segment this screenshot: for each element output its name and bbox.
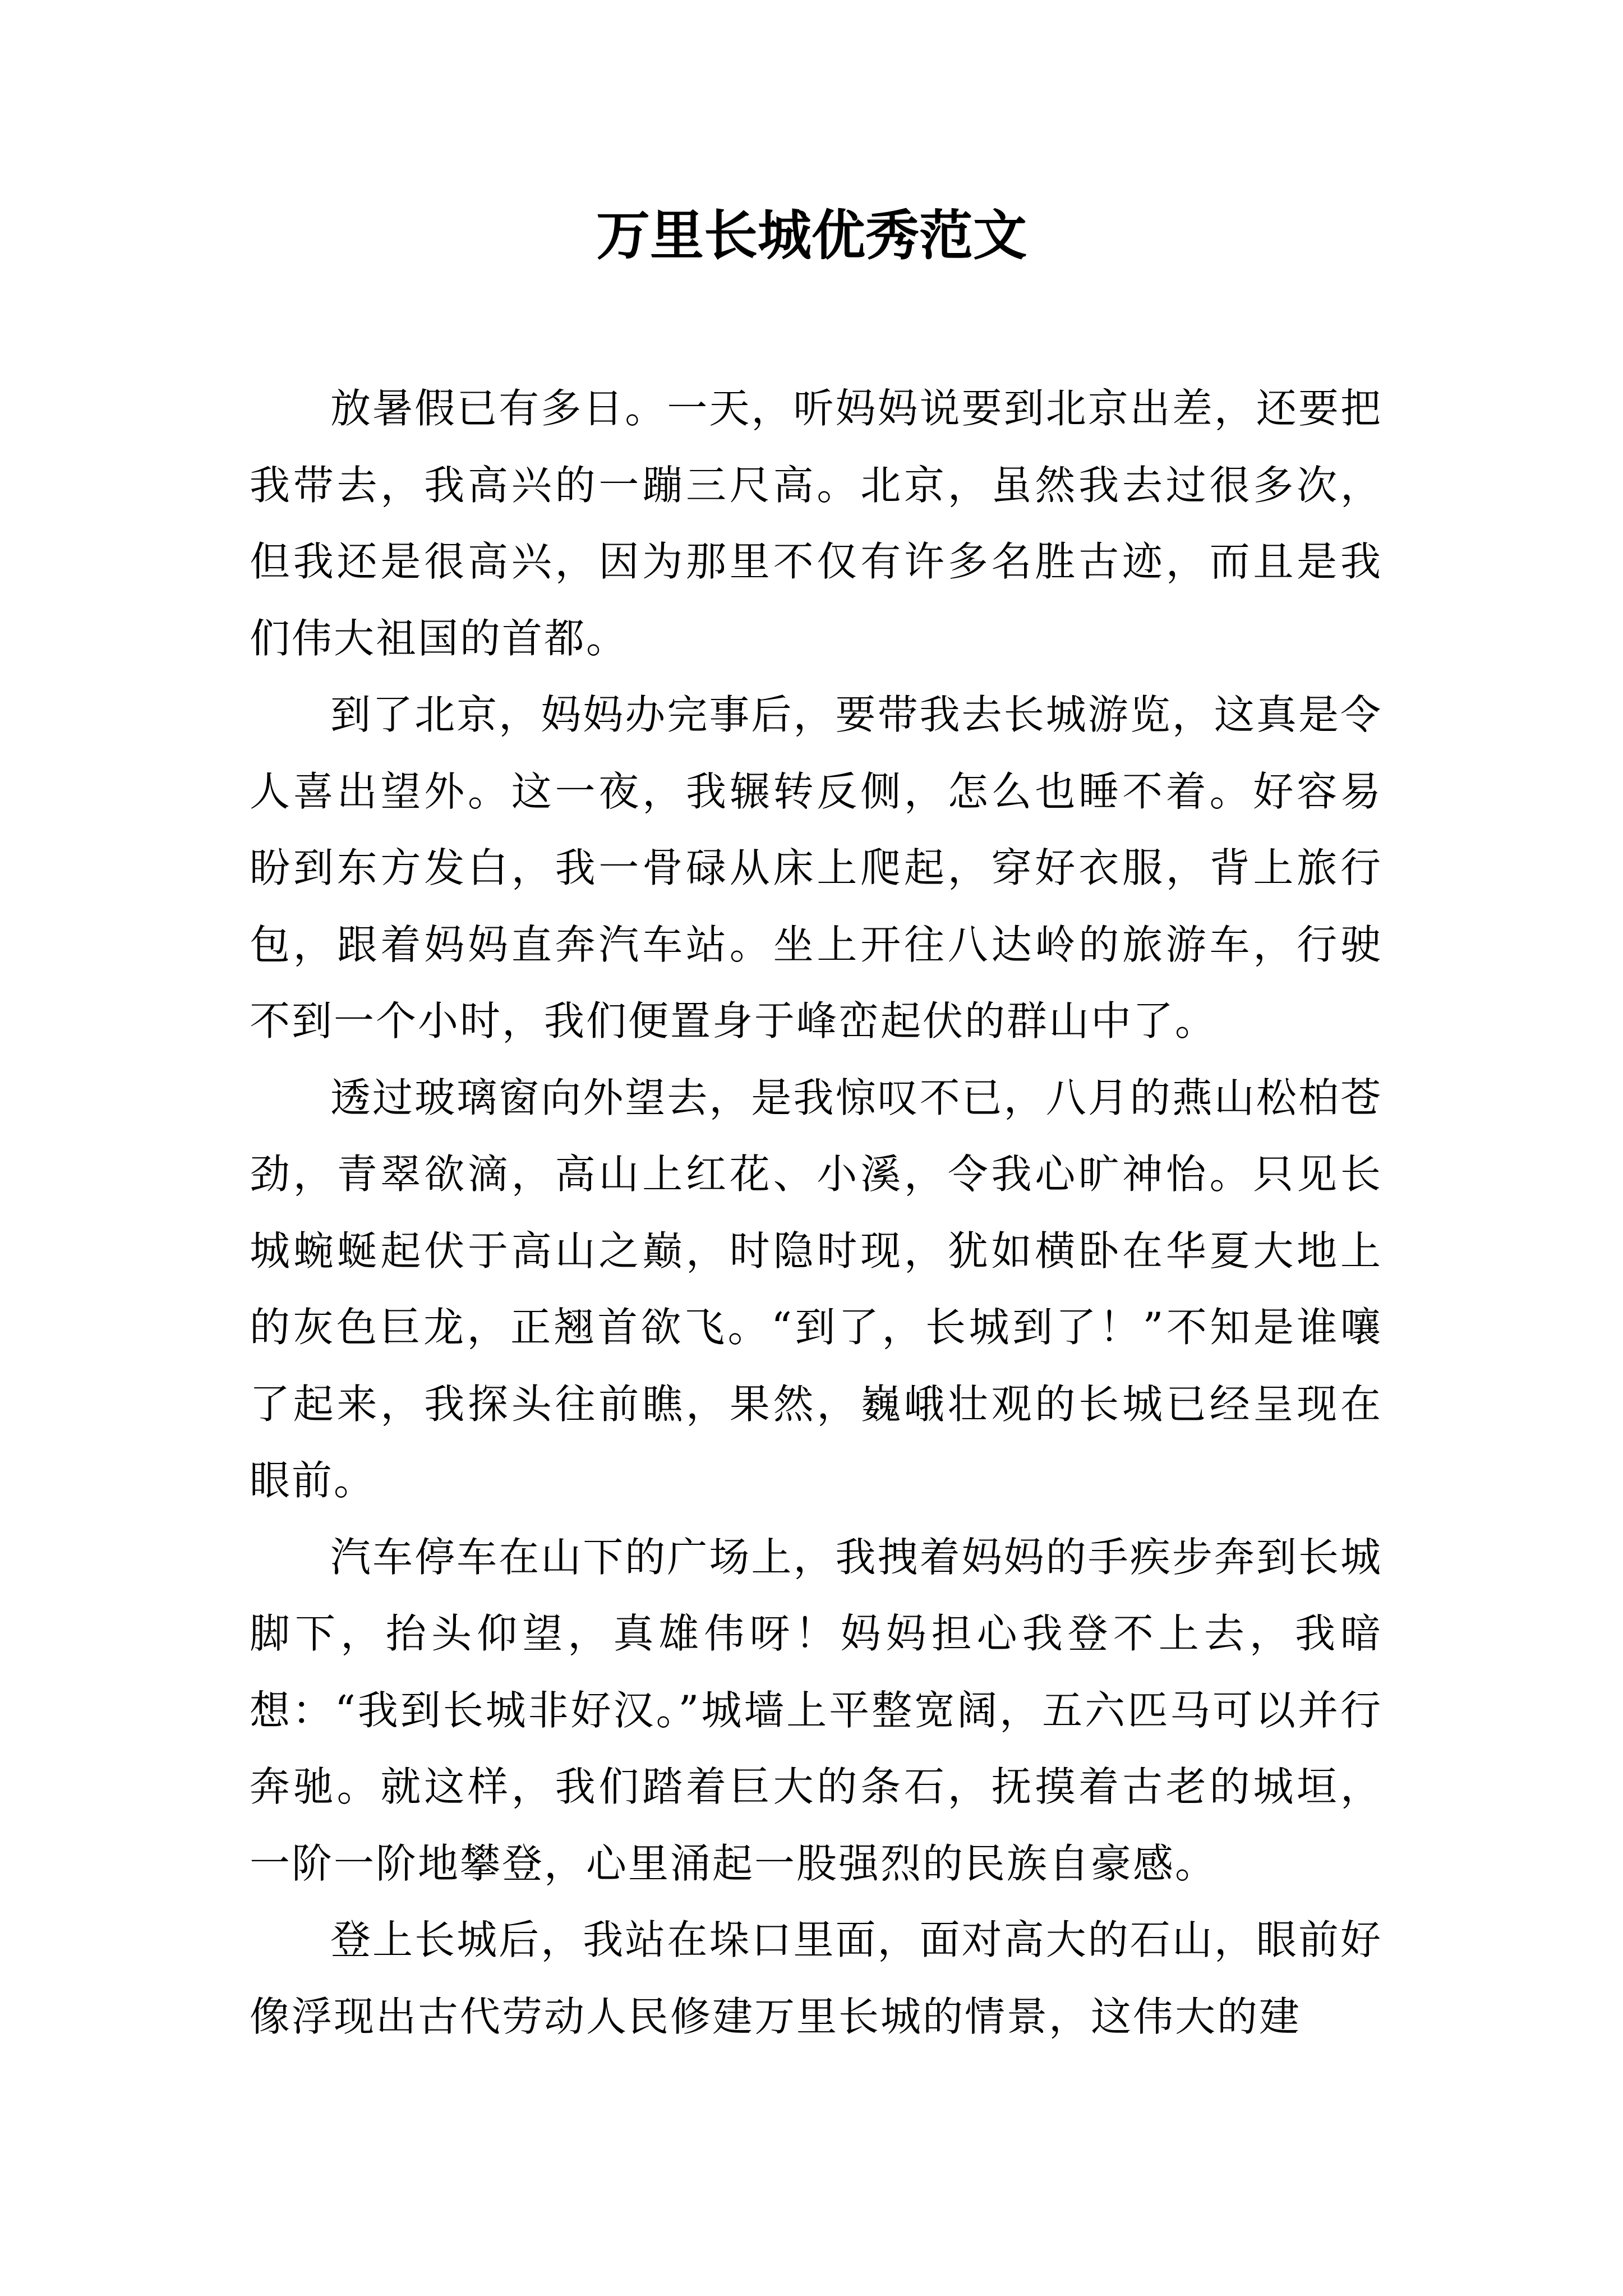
paragraph: 透过玻璃窗向外望去，是我惊叹不已，八月的燕山松柏苍劲，青翠欲滴，高山上红花、小溪，令我心旷神怡。只见长城蜿蜒起伏于高山之巅，时隐时现，犹如横卧在华夏大地上的灰色巨龙，正翘首欲飞。“到了，长城到了！”不知是谁嚷了起来，我探头往前瞧，果然，巍峨壮观的长城已经呈现在眼前。 [250, 1074, 1382, 1504]
document-body [250, 370, 1382, 2055]
paragraph: 汽车停车在山下的广场上，我拽着妈妈的手疾步奔到长城脚下，抬头仰望，真雄伟呀！妈妈担心我登不上去，我暗想：“我到长城非好汉。”城墙上平整宽阔，五六匹马可以并行奔驰。就这样，我们踏着巨大的条石，抚摸着古老的城垣，一阶一阶地攀登，心里涌起一股强烈的民族自豪感。 [250, 1533, 1382, 1887]
paragraph: 放暑假已有多日。一天，听妈妈说要到北京出差，还要把我带去，我高兴的一蹦三尺高。北京，虽然我去过很多次，但我还是很高兴，因为那里不仅有许多名胜古迹，而且是我们伟大祖国的首都。 [250, 385, 1382, 662]
document-title: 万里长城优秀范文 [596, 204, 1027, 267]
paragraph: 到了北京，妈妈办完事后，要带我去长城游览，这真是令人喜出望外。这一夜，我辗转反侧，怎么也睡不着。好容易盼到东方发白，我一骨碌从床上爬起，穿好衣服，背上旅行包，跟着妈妈直奔汽车站。坐上开往八达岭的旅游车，行驶不到一个小时，我们便置身于峰峦起伏的群山中了。 [250, 691, 1382, 1045]
paragraph: 登上长城后，我站在垛口里面，面对高大的石山，眼前好像浮现出古代劳动人民修建万里长城的情景，这伟大的建 [250, 1916, 1382, 2040]
